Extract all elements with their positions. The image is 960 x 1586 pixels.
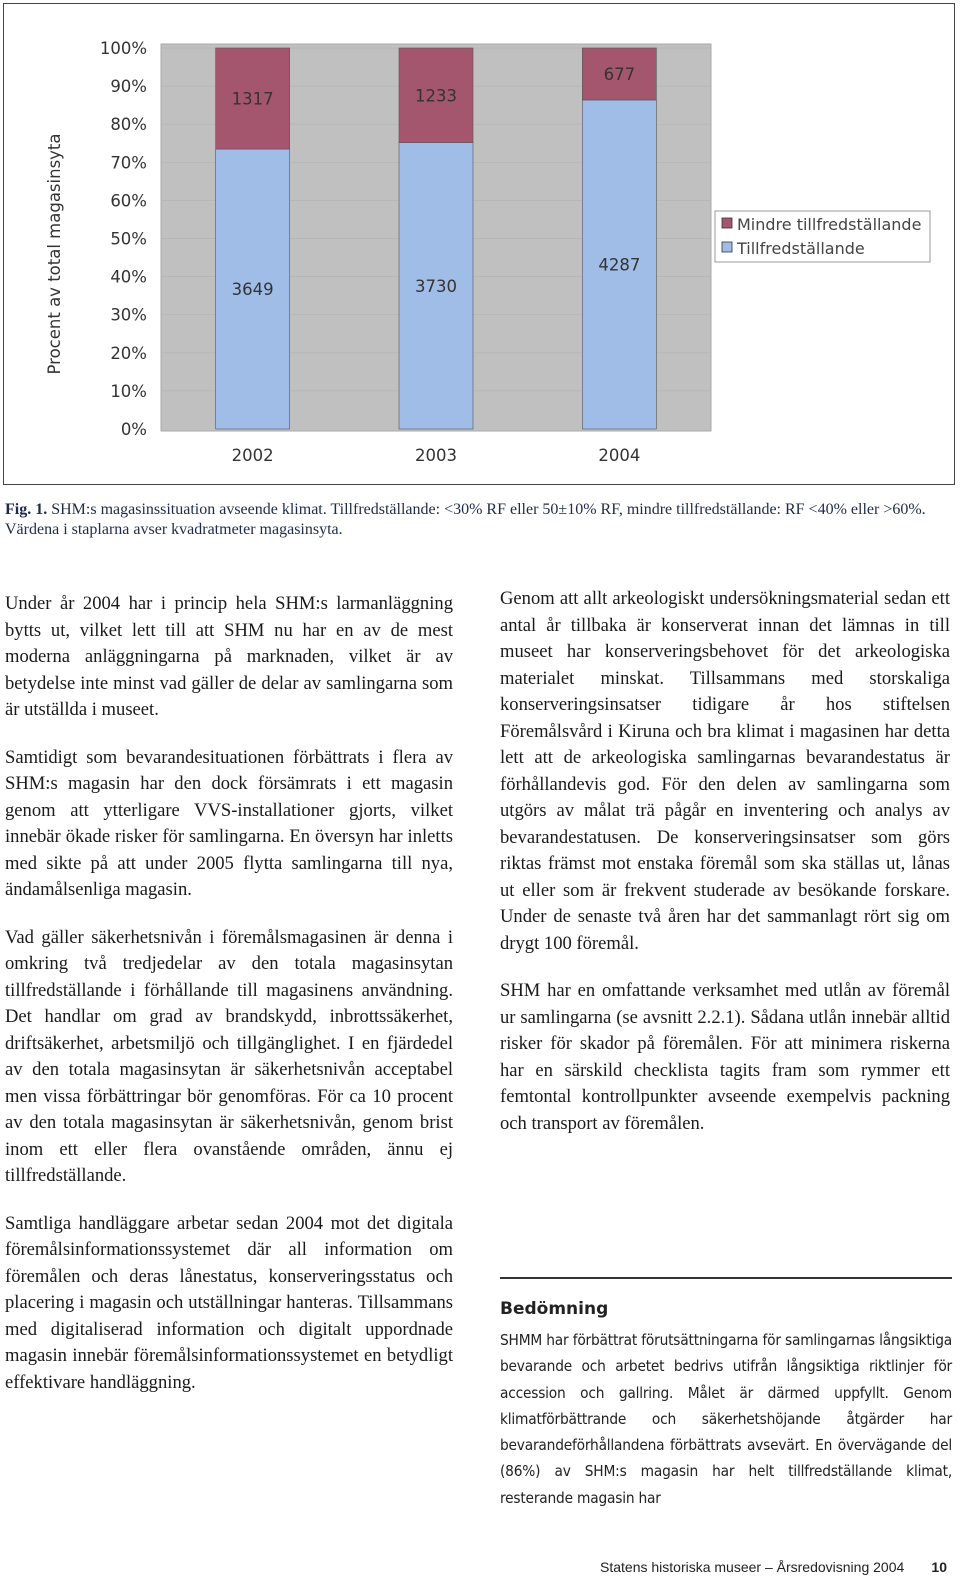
stacked-bar-chart [4,4,956,486]
y-tick-label: 60% [110,191,147,211]
caption-label: Fig. 1. [5,501,48,518]
y-tick-label: 80% [110,115,147,135]
paragraph-larm: Under år 2004 har i princip hela SHM:s larmanläggning bytts ut, vilket lett till att SHM nu har en av de mest moderna anläggningarna på marknaden, vilket är av betydelse inte minst vad gäller de delar av samlingarna som är utställda i museet. [5,593,453,720]
figure-caption [5,500,950,540]
y-tick-label: 30% [110,305,147,325]
legend-label-mindre: Mindre tillfredställande [737,215,922,234]
bar-value-label: 3730 [415,276,457,296]
legend-label-tillfredstallande: Tillfredställande [737,239,865,258]
bar-value-label: 1317 [231,89,274,109]
bar-value-label: 3649 [231,280,274,300]
bar-value-label: 677 [603,64,636,84]
y-tick-label: 100% [99,39,147,58]
y-tick-label: 10% [110,381,147,401]
y-axis-label: Procent av total magasinsyta [45,133,64,375]
y-tick-label: 0% [120,420,147,439]
bar-value-label: 1233 [415,86,457,106]
paragraph-utlan: SHM har en omfattande verksamhet med utlån av föremål ur samlingarna (se avsnitt 2.2.1). Sådana utlån innebär alltid risker för skador på föremålen. För att minimera riskerna har en särskild checklista tagits fram som rymmer ett femtontal kontrollpunkter avseende exempelvis packning och transport av föremålen. [500,980,950,1134]
paragraph-arkeologiskt: Genom att allt arkeologiskt undersökningsmaterial sedan ett antal år tillbaka är konserverat innan det lämnas in till museet har konserveringsbehovet för det arkeologiska materialet minskat. Tillsammans med storskaliga konserveringsinsatser tidigare år hos stiftelsen Föremålsvård i Kiruna och bra klimat i magasinen har detta lett att de arkeologiska samlingarnas bevarandestatus är förhållandevis god. För den delen av samlingarna som utgörs av målat trä pågår en inventering och analys av bevarandestatusen. De konserveringsinsatser som görs riktas främst mot enstaka föremål som ska ställas ut, lånas ut eller som är frekvent studerade av besökande forskare. Under de senaste två åren har det sammanlagt rört sig om drygt 100 föremål. [500,588,950,954]
legend-swatch-tillfredstallande [722,242,732,252]
footer-text: Statens historiska museer – Årsredovisning 2004 [600,1559,905,1575]
assessment-heading: Bedömning [500,1299,609,1319]
paragraph-sakerhet: Vad gäller säkerhetsnivån i föremålsmagasinen är denna i omkring två tredjedelar av den totala magasinsytan tillfredställande i förhållande till magasinens användning. Det handlar om grad av brandskydd, inbrottssäkerhet, driftsäkerhet, arbetsmiljö och tillgänglighet. I en fjärdedel av den totala magasinsytan är säkerhetsnivån acceptabel men vissa förbättringar bör genomföras. För ca 10 procent av den totala magasinsytan är säkerhetsnivån, genom brist inom ett eller flera ovanstående områden, ännu ej tillfredställande. [5,926,453,1186]
right-column [500,586,950,1137]
paragraph-bevarande: Samtidigt som bevarandesituationen förbättrats i flera av SHM:s magasin har den dock försämrats i ett magasin genom att ytterligare VVS-installationer gjorts, vilket innebär ökade risker för samlingarna. En översyn har inletts med sikte på att under 2005 flytta samlingarna till nya, ändamålsenliga magasin. [5,746,453,900]
y-tick-label: 50% [110,229,147,249]
x-tick-label: 2003 [415,446,457,465]
x-tick-label: 2002 [231,446,274,465]
caption-text: SHM:s magasinssituation avseende klimat. Tillfredställande: <30% RF eller 50±10% RF, mindre tillfredställande: RF <40% eller >60%. Värdena i staplarna avser kvadratmeter magasinsyta. [5,501,926,538]
section-divider [500,1277,952,1279]
x-tick-label: 2004 [598,446,641,465]
y-tick-label: 70% [110,153,147,173]
legend [715,211,930,262]
assessment-text: SHMM har förbättrat förutsättningarna för samlingarnas långsiktiga bevarande och arbetet bedrivs utifrån långsiktiga riktlinjer för accession och gallring. Målet är därmed uppfyllt. Genom klimatförbättrande och säkerhetshöjande åtgärder har bevarandeförhållandena förbättrats avsevärt. En övervägande del (86%) av SHM:s magasin har helt tillfredställande klimat, resterande magasin har [500,1331,952,1507]
y-tick-label: 90% [110,77,147,97]
y-tick-label: 20% [110,343,147,363]
page-footer [600,1559,955,1575]
bar-value-label: 4287 [598,255,641,275]
left-column [5,591,453,1396]
legend-swatch-mindre [722,218,732,228]
paragraph-digitala: Samtliga handläggare arbetar sedan 2004 mot det digitala föremålsinformationssystemet där all information om föremålen och deras lånestatus, konserveringsstatus och placering i magasin och utställningar hanteras. Tillsammans med digitaliserad information och digitalt uppordnade magasin innebär föremålsinformationssystemet en betydligt effektivare handläggning. [5,1212,453,1393]
page-number: 10 [931,1559,947,1575]
y-tick-label: 40% [110,267,147,287]
figure-frame [3,3,955,485]
